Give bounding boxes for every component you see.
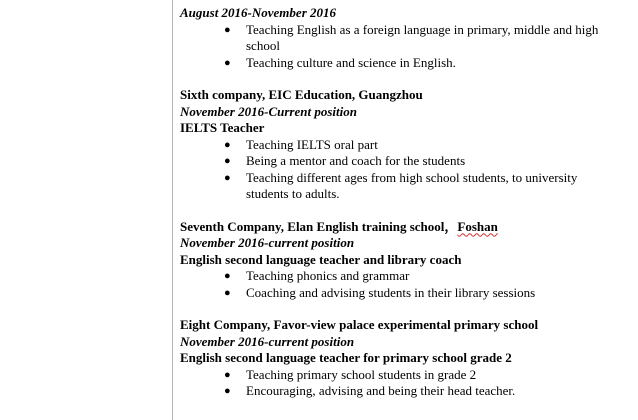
job-title: IELTS Teacher <box>180 120 265 135</box>
bullet-list <box>180 22 620 72</box>
bullet-item: ● Teaching culture and science in English. <box>224 54 456 70</box>
company-name <box>180 219 620 236</box>
bullet-dot-icon: ● <box>224 286 231 299</box>
bullet-item: ● Being a mentor and coach for the students <box>224 153 466 168</box>
resume-content <box>180 5 620 400</box>
page-margin-guide <box>172 0 173 420</box>
bullet-dot-icon: ● <box>224 155 231 167</box>
company-name: Eight Company, Favor-view palace experimental primary school <box>180 317 539 332</box>
job-title: English second language teacher for primary school grade 2 <box>180 350 512 365</box>
bullet-item: ● Encouraging, advising and being their head teacher. <box>224 383 516 398</box>
bullet-list <box>180 137 620 203</box>
company-name: Sixth company, EIC Education, Guangzhou <box>180 87 423 102</box>
bullet-dot-icon: ● <box>224 385 231 397</box>
bullet-item: ● Coaching and advising students in their library sessions <box>224 284 536 300</box>
bullet-item: ● Teaching phonics and grammar <box>224 268 410 283</box>
section-date: August 2016-November 2016 <box>180 5 336 20</box>
bullet-dot-icon: ● <box>224 23 231 36</box>
bullet-list <box>180 268 620 301</box>
bullet-list <box>180 367 620 400</box>
company-city-spellcheck: Foshan <box>457 218 498 234</box>
company-name-prefix: Seventh Company, Elan English training school， <box>180 218 458 234</box>
bullet-item: ● Teaching primary school students in grade 2 <box>224 366 477 382</box>
experience-section-1 <box>180 5 620 71</box>
bullet-dot-icon: ● <box>224 138 231 151</box>
experience-section-4 <box>180 317 620 400</box>
bullet-dot-icon: ● <box>224 56 231 69</box>
bullet-item: ● Teaching different ages from high school students, to university students to adults. <box>224 169 578 201</box>
bullet-item: ● Teaching IELTS oral part <box>224 136 378 152</box>
section-date: November 2016-Current position <box>180 103 357 119</box>
bullet-dot-icon: ● <box>224 171 231 184</box>
bullet-dot-icon: ● <box>224 368 231 381</box>
section-date: November 2016-current position <box>180 333 355 349</box>
job-title: English second language teacher and library coach <box>180 251 462 267</box>
experience-section-3 <box>180 219 620 302</box>
section-date: November 2016-current position <box>180 235 355 250</box>
bullet-dot-icon: ● <box>224 270 231 282</box>
bullet-item: ● Teaching English as a foreign language in primary, middle and high school <box>224 21 599 53</box>
experience-section-2 <box>180 87 620 203</box>
